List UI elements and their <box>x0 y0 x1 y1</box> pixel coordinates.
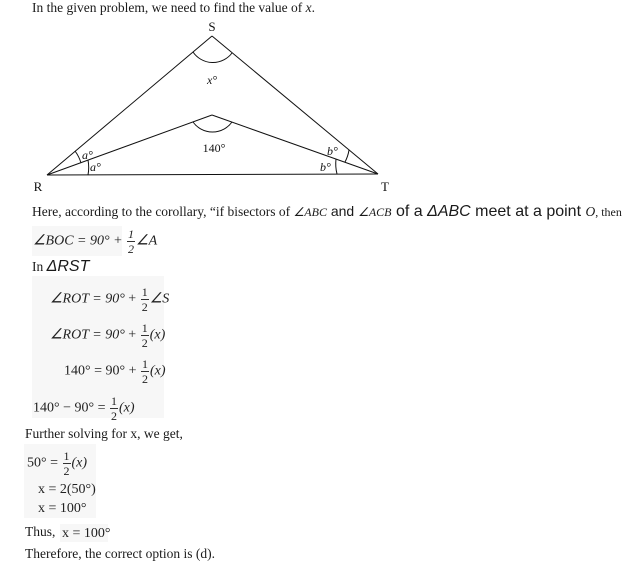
triangle-rst: ΔRST <box>46 258 90 275</box>
angle-a-upper-label: a° <box>82 148 93 162</box>
corollary-part2: of a <box>391 203 428 220</box>
formula-rhs: ∠A <box>136 233 158 249</box>
solve-1-den: 2 <box>63 464 70 478</box>
corollary-part1: Here, according to the corollary, “if bisectors of <box>32 204 294 219</box>
arc-r-lower <box>88 160 89 175</box>
intro-variable: x <box>305 0 312 15</box>
step-1-num: 1 <box>141 285 148 299</box>
solve-2: x = 2(50°) <box>38 482 96 497</box>
step-3-num: 1 <box>142 357 148 371</box>
corollary-part4: , then <box>595 205 622 219</box>
step-1-lhs: ∠ROT = 90° <box>50 291 125 307</box>
angle-140-label: 140° <box>202 141 226 155</box>
step-3-den: 2 <box>142 372 148 386</box>
side-rs <box>47 36 212 175</box>
arc-o <box>193 122 232 132</box>
step-2-plus: + <box>124 327 140 343</box>
thus-value: x = 100° <box>62 526 111 541</box>
step-4-num: 1 <box>111 394 117 408</box>
triangle-figure <box>0 0 420 200</box>
step-2-rhs: (x) <box>149 327 166 343</box>
step-4-lhs: 140° − 90° = <box>33 400 109 416</box>
solve-1-num: 1 <box>63 449 70 463</box>
step-3-lhs: 140° = 90° <box>64 363 126 379</box>
arc-r-upper <box>75 151 81 163</box>
angle-b-lower-label: b° <box>320 160 331 174</box>
step-4-den: 2 <box>111 409 117 423</box>
solve-1-lhs: 50° = <box>27 455 62 471</box>
step-3-rhs: (x) <box>150 363 166 379</box>
in-prefix: In <box>32 259 47 274</box>
angle-b-upper-label: b° <box>327 144 338 158</box>
step-4 <box>33 395 135 422</box>
solve-1-rhs: (x) <box>71 455 88 471</box>
angle-a-lower-label: a° <box>90 160 101 174</box>
step-3-plus: + <box>125 363 140 379</box>
angle-x-label: x° <box>206 73 218 87</box>
vertex-s-label: S <box>208 19 216 34</box>
step-2 <box>50 322 165 349</box>
step-2-lhs: ∠ROT = 90° <box>50 327 125 343</box>
step-4-rhs: (x) <box>119 400 135 416</box>
step-2-num: 1 <box>141 321 148 335</box>
angle-acb: ∠ACB <box>358 205 392 219</box>
vertex-t-label: T <box>381 179 389 194</box>
corollary-formula <box>33 228 157 255</box>
step-1 <box>50 286 169 313</box>
solve-3: x = 100° <box>38 501 87 516</box>
side-rt <box>47 174 378 175</box>
arc-t-upper <box>345 150 349 162</box>
solve-1 <box>27 450 87 477</box>
intro-sentence: In the given problem, we need to find the value of <box>32 0 306 15</box>
thus-label: Thus, <box>25 524 56 539</box>
step-1-rhs: ∠S <box>149 291 170 307</box>
arc-t-lower <box>336 159 337 174</box>
corollary-part3: meet at a point <box>470 203 586 220</box>
arc-s <box>193 52 232 63</box>
triangle-abc: ΔABC <box>427 203 471 220</box>
angle-abc: ∠ABC <box>293 205 327 219</box>
step-1-den: 2 <box>141 300 148 314</box>
step-1-plus: + <box>124 291 140 307</box>
intro-period: . <box>311 0 316 15</box>
point-o: O <box>585 204 596 219</box>
bisector-ro <box>47 115 212 175</box>
fraction-half: $\frac{1}{2}$ <box>128 227 135 256</box>
bisector-to <box>212 115 378 174</box>
corollary-text <box>32 203 622 221</box>
conclusion-text: Therefore, the correct option is (d). <box>25 546 216 561</box>
step-3 <box>64 358 166 385</box>
in-triangle-text <box>32 258 89 276</box>
formula-lhs: ∠BOC = 90° + <box>33 233 127 249</box>
step-2-den: 2 <box>141 336 148 350</box>
further-solving-text: Further solving for x, we get, <box>25 426 183 441</box>
corollary-and: and <box>326 203 359 219</box>
side-st <box>212 36 378 174</box>
vertex-r-label: R <box>33 179 43 194</box>
